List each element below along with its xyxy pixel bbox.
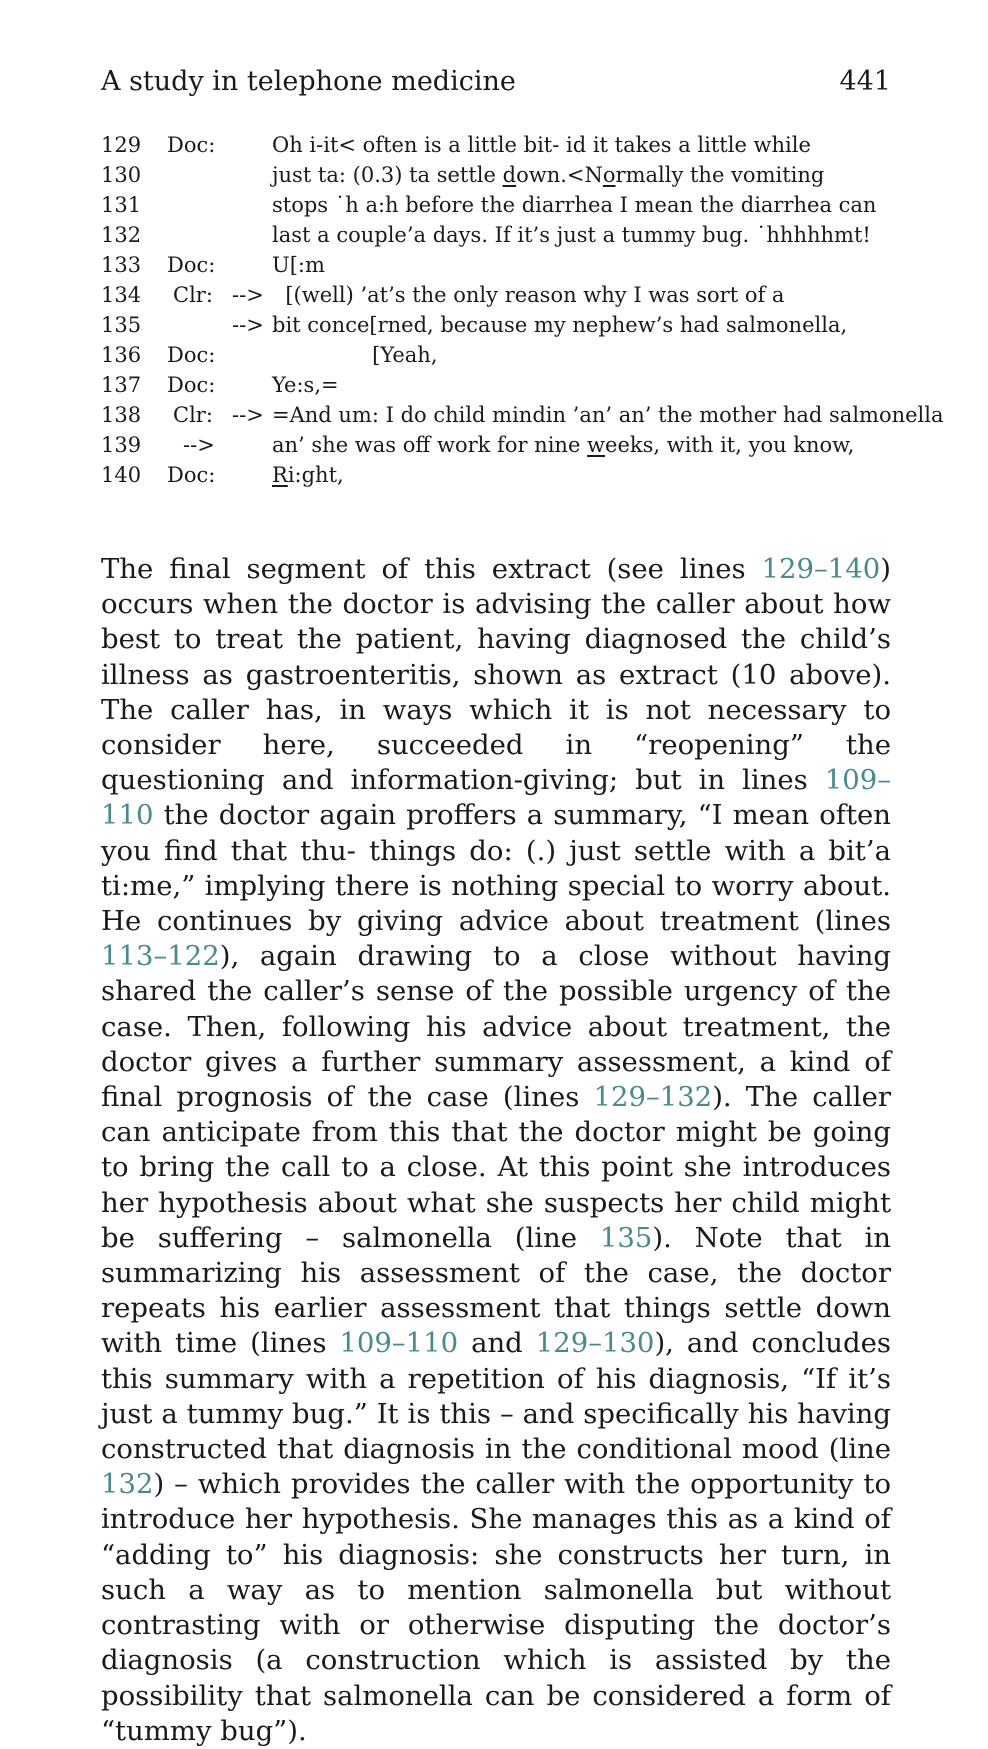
utterance-text: [272, 370, 339, 400]
utterance-segment: rmally the vomiting: [615, 163, 825, 187]
line-number: 138: [101, 403, 142, 427]
line-reference-link[interactable]: 129–132: [593, 1081, 713, 1114]
speaker-label: Doc:: [167, 343, 216, 367]
utterance-segment: Oh i-it< often is a little bit- id it takes a little while: [272, 133, 811, 157]
line-number: 137: [101, 373, 142, 397]
transcript-line: [101, 250, 891, 280]
utterance-segment: an’ she was off work for nine: [272, 433, 588, 457]
line-number: 134: [101, 283, 142, 307]
utterance-segment: [Yeah,: [272, 343, 438, 367]
utterance-segment: i:ght,: [287, 463, 344, 487]
paragraph-text: the doctor again proffers a summary, “I mean often you find that thu- things do: (.) just settle with a bit’a ti:me,” implying there is nothing special to worry about. He continues by giving advice about treatment (lines: [101, 799, 891, 938]
utterance-segment: U[:m: [272, 253, 325, 277]
utterance-text: [272, 280, 784, 310]
transcript-line: [101, 190, 891, 220]
line-number: 133: [101, 253, 142, 277]
utterance-segment: bit conce[rned, because my nephew’s had salmonella,: [272, 313, 848, 337]
transcript-line: [101, 310, 891, 340]
paragraph-text: ). Note that in summarizing his assessment of the case, the doctor repeats his earlier assessment that things settle down with time (lines: [101, 1221, 891, 1360]
paragraph-text: ), and concludes this summary with a repetition of his diagnosis, “If it’s just a tummy bug.” It is this – and specifically his having constructed that diagnosis in the conditional mood (line: [101, 1327, 891, 1466]
stressed-text: d: [502, 163, 517, 187]
speaker-label: Doc:: [167, 463, 216, 487]
utterance-text: [272, 220, 871, 250]
utterance-segment: [(well) ’at’s the only reason why I was sort of a: [272, 283, 785, 307]
paragraph-text: ) occurs when the doctor is advising the caller about how best to treat the patient, having diagnosed the child’s illness as gastroenteritis, shown as extract (10 above). The caller has, in ways which it is not necessary to consider here, succeeded in “reopening” the questioning and information-giving; but in lines: [101, 553, 891, 797]
line-number: 139: [101, 433, 142, 457]
paragraph-text: The final segment of this extract (see lines: [101, 553, 762, 585]
transcript-line: [101, 280, 891, 310]
line-number: 130: [101, 163, 142, 187]
transcript-line: [101, 370, 891, 400]
utterance-text: [272, 130, 811, 160]
paragraph-text: ), again drawing to a close without having shared the caller’s sense of the possible urgency of the case. Then, following his advice about treatment, the doctor gives a further summary assessment, a kind of final prognosis of the case (lines: [101, 940, 891, 1114]
line-reference-link[interactable]: 129–130: [535, 1327, 655, 1360]
speaker-label: Doc:: [167, 133, 216, 157]
speaker-label: Clr:: [173, 283, 213, 307]
transcript-line: [101, 340, 891, 370]
line-reference-link[interactable]: 113–122: [101, 940, 220, 973]
stressed-text: o: [602, 163, 616, 187]
arrow-marker: -->: [232, 313, 264, 337]
line-number: 129: [101, 133, 142, 157]
utterance-text: [272, 190, 876, 220]
page-number: 441: [839, 66, 891, 97]
line-reference-link[interactable]: 132: [101, 1468, 154, 1501]
line-reference-link[interactable]: 129–140: [761, 553, 881, 585]
speaker-label: Doc:: [167, 253, 216, 277]
utterance-segment: just ta: (0.3) ta settle: [272, 163, 503, 187]
arrow-marker: -->: [232, 283, 264, 307]
stressed-text: w: [587, 433, 606, 457]
paragraph-text: and: [458, 1327, 536, 1360]
stressed-text: R: [272, 463, 288, 487]
paragraph-text: ). The caller can anticipate from this that the doctor might be going to bring the call to a close. At this point she introduces her hypothesis about what she suspects her child might be suffering – salmonella (line: [101, 1081, 892, 1254]
transcript-line: [101, 220, 891, 250]
utterance-text: [272, 400, 944, 430]
speaker-label: -->: [183, 433, 215, 457]
utterance-text: [272, 340, 438, 370]
utterance-text: [272, 430, 854, 460]
transcript-extract: [101, 130, 944, 490]
line-number: 131: [101, 193, 142, 217]
line-number: 136: [101, 343, 142, 367]
body-paragraph: [101, 552, 891, 1749]
transcript-line: [101, 460, 891, 490]
speaker-label: Doc:: [167, 373, 216, 397]
utterance-text: [272, 310, 847, 340]
utterance-segment: last a couple’a days. If it’s just a tummy bug. ˙hhhhhmt!: [272, 223, 871, 247]
transcript-line: [101, 130, 891, 160]
utterance-segment: Ye:s,=: [272, 373, 339, 397]
utterance-segment: own.<N: [516, 163, 603, 187]
utterance-text: [272, 460, 344, 490]
arrow-marker: -->: [232, 403, 264, 427]
transcript-line: [101, 430, 891, 460]
utterance-segment: =And um: I do child mindin ’an’ an’ the mother had salmonella: [272, 403, 944, 427]
transcript-line: [101, 160, 891, 190]
paragraph-text: ) – which provides the caller with the opportunity to introduce her hypothesis. She manages this as a kind of “adding to” his diagnosis: she constructs her turn, in such a way as to mention salmonella but without contrasting with or otherwise disputing the doctor’s diagnosis (a construction which is assisted by the possibility that salmonella can be considered a form of “tummy bug”).: [101, 1468, 891, 1747]
running-title: A study in telephone medicine: [101, 66, 516, 97]
line-number: 135: [101, 313, 142, 337]
line-number: 140: [101, 463, 142, 487]
utterance-segment: stops ˙h a:h before the diarrhea I mean the diarrhea can: [272, 193, 877, 217]
line-reference-link[interactable]: 109–110: [101, 764, 891, 832]
utterance-segment: eeks, with it, you know,: [605, 433, 855, 457]
line-number: 132: [101, 223, 142, 247]
transcript-line: [101, 400, 944, 430]
running-header: [101, 62, 891, 102]
utterance-text: [272, 250, 325, 280]
utterance-text: [272, 160, 824, 190]
line-reference-link[interactable]: 135: [599, 1221, 653, 1254]
speaker-label: Clr:: [173, 403, 213, 427]
line-reference-link[interactable]: 109–110: [339, 1327, 459, 1360]
